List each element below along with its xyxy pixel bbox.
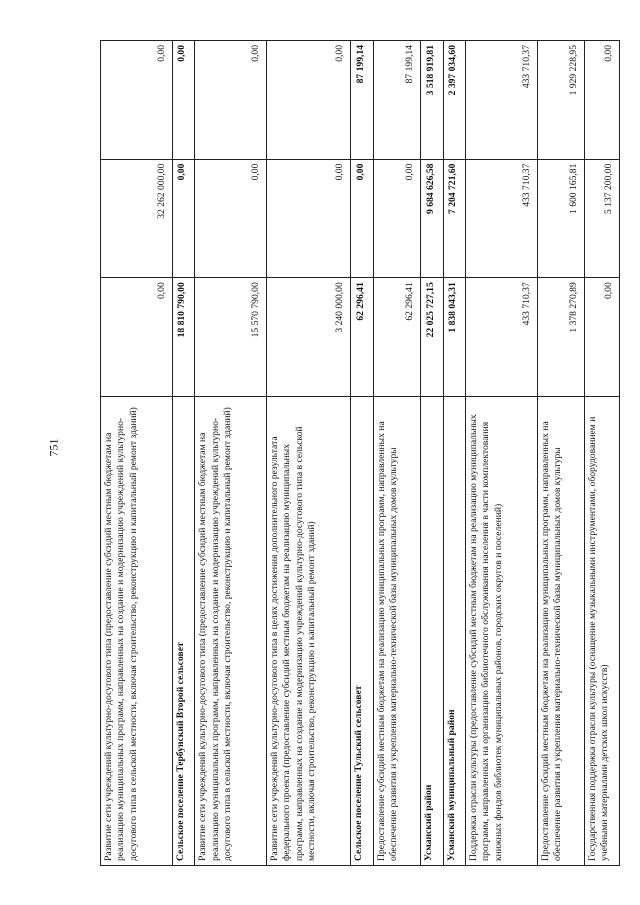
row-name: Развитие сети учреждений культурно-досугового типа (предоставление субсидий местным бюджетам на реализацию муниципальных программ, направленных на создание и модернизацию учреждений культурно-досугового типа в сельской местности, включая строительство, реконструкцию и капитальный ремонт зданий) [195, 396, 267, 865]
row-name: Государственная поддержка отрасли культуры (оснащение музыкальными инструментами, оборудованием и учебными материалами детских школ искусств) [585, 396, 620, 865]
table-row [420, 41, 443, 866]
row-value-3: 433 710,37 [466, 41, 538, 160]
row-value-3: 0,00 [101, 41, 173, 160]
table-row [537, 41, 584, 866]
table-row [466, 41, 538, 866]
row-value-3: 1 929 228,95 [537, 41, 584, 160]
table-row [101, 41, 173, 866]
row-value-1: 433 710,37 [466, 278, 538, 397]
row-value-2: 433 710,37 [466, 159, 538, 278]
row-value-3: 87 199,14 [351, 41, 374, 160]
row-value-1: 0,00 [585, 278, 620, 397]
row-name: Сельское поселение Тербунский Второй сельсовет [172, 396, 195, 865]
row-value-3: 87 199,14 [373, 41, 420, 160]
row-name: Поддержка отрасли культуры (предоставление субсидий местным бюджетам на реализацию муниципальных программ, направленных на организацию библиотечного обслуживания населения в части комплектования книжных фондов библиотек муниципальных районов, городских округов и поселений) [466, 396, 538, 865]
row-value-1: 3 240 000,00 [267, 278, 351, 397]
row-value-1: 62 296,41 [351, 278, 374, 397]
row-name: Усманский муниципальный район [443, 396, 466, 865]
row-value-3: 0,00 [172, 41, 195, 160]
budget-table [100, 40, 620, 866]
row-value-2: 9 684 626,58 [420, 159, 443, 278]
table-row [585, 41, 620, 866]
row-value-2: 0,00 [267, 159, 351, 278]
table-row [351, 41, 374, 866]
table-row [443, 41, 466, 866]
table-row [172, 41, 195, 866]
row-value-2: 1 600 165,81 [537, 159, 584, 278]
row-value-2: 0,00 [195, 159, 267, 278]
table-row [373, 41, 420, 866]
row-value-3: 0,00 [195, 41, 267, 160]
row-value-2: 7 204 721,60 [443, 159, 466, 278]
row-value-1: 22 025 727,15 [420, 278, 443, 397]
page-number: 751 [46, 438, 61, 457]
row-value-1: 62 296,41 [373, 278, 420, 397]
row-value-3: 0,00 [267, 41, 351, 160]
row-name: Развитие сети учреждений культурно-досугового типа в целях достижения дополнительного результата федерального проекта (предоставление субсидий местным бюджетам на реализацию муниципальных программ, направленных на создание и модернизацию учреждений культурно-досугового типа в сельской местности, включая строительство, реконструкцию и капитальный ремонт зданий) [267, 396, 351, 865]
row-name: Предоставление субсидий местным бюджетам на реализацию муниципальных программ, направленных на обеспечение развития и укрепления материально-технической базы муниципальных домов культуры [537, 396, 584, 865]
table-row [195, 41, 267, 866]
row-name: Усманский район [420, 396, 443, 865]
row-value-2: 5 137 200,00 [585, 159, 620, 278]
row-value-1: 15 570 790,00 [195, 278, 267, 397]
row-value-1: 1 378 270,89 [537, 278, 584, 397]
row-value-3: 2 397 034,60 [443, 41, 466, 160]
budget-table-container [100, 40, 620, 866]
row-value-1: 1 838 043,31 [443, 278, 466, 397]
row-name: Развитие сети учреждений культурно-досугового типа (предоставление субсидий местным бюджетам на реализацию муниципальных программ, направленных на создание и модернизацию учреждений культурно-досугового типа в сельской местности, включая строительство, реконструкцию и капитальный ремонт зданий) [101, 396, 173, 865]
row-value-3: 3 518 919,81 [420, 41, 443, 160]
row-value-2: 0,00 [172, 159, 195, 278]
row-value-2: 32 262 000,00 [101, 159, 173, 278]
row-name: Предоставление субсидий местным бюджетам на реализацию муниципальных программ, направленных на обеспечение развития и укрепления материально-технической базы муниципальных домов культуры [373, 396, 420, 865]
table-row [267, 41, 351, 866]
row-value-1: 0,00 [101, 278, 173, 397]
row-value-1: 18 810 790,00 [172, 278, 195, 397]
row-value-3: 0,00 [585, 41, 620, 160]
row-name: Сельское поселение Тульский сельсовет [351, 396, 374, 865]
row-value-2: 0,00 [351, 159, 374, 278]
row-value-2: 0,00 [373, 159, 420, 278]
